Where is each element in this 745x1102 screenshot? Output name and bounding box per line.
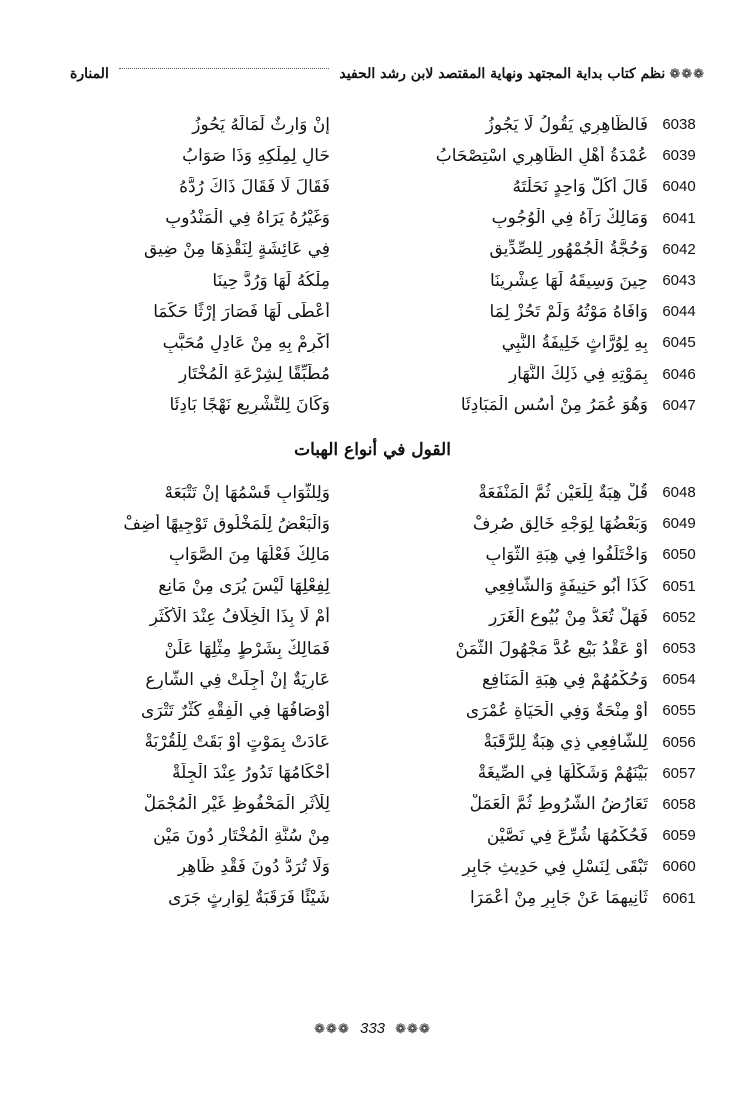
ornament-icon: ❁❁❁	[669, 66, 705, 82]
first-hemistich: وَافَاهُ مَوْتُهُ وَلَمْ تَحُزْ لِمَا	[489, 301, 648, 322]
verse-number: 6043	[662, 272, 696, 290]
second-hemistich: مِلْكُهُ لَهَا وَرُدَّ حِينَا	[212, 270, 330, 291]
second-hemistich: فَمَالِكٌ بِشَرْطٍ مِثْلِهَا عَلَنْ	[164, 638, 330, 659]
first-hemistich: وَاخْتَلَفُوا فِي هِبَةِ الثَّوَابِ	[485, 544, 648, 565]
verse-row	[70, 390, 710, 421]
verse-number: 6057	[662, 764, 696, 782]
poem-section-2	[70, 477, 710, 914]
verse-row	[70, 882, 710, 913]
first-hemistich: فَالظَّاهِرِي يَقُولُ لَا يَجُوزُ	[485, 114, 648, 135]
verse-number: 6041	[662, 209, 696, 227]
second-hemistich: مُطَبِّقًا لِشِرْعَةِ الْمُخْتَارِ	[179, 364, 330, 385]
second-hemistich: مِنْ سُنَّةِ الْمُخْتَارِ دُونَ مَيْنِ	[153, 825, 330, 846]
verse-row	[70, 633, 710, 664]
first-hemistich: وَبَعْضُهَا لِوَجْهِ خَالِقٍ صُرِفْ	[472, 513, 648, 534]
second-hemistich: وَلِلثَّوَابِ قَسْمُهَا إِنْ تَتْبَعَهْ	[164, 482, 330, 503]
verse-number: 6056	[662, 733, 696, 751]
second-hemistich: وَكَانَ لِلتَّشْرِيعِ نَهْجًا بَادِئَا	[169, 395, 330, 416]
verse-row	[70, 296, 710, 327]
verse-row	[70, 171, 710, 202]
book-title: المنارة	[70, 66, 109, 82]
verse-number: 6042	[662, 240, 696, 258]
section-heading: القول في أنواع الهبات	[294, 440, 451, 460]
second-hemistich: عَادَتْ بِمَوْتٍ أَوْ بَقَتْ لِلْقُرْبَةْ	[144, 732, 330, 753]
second-hemistich: إِنْ وَارِثٌ لَمَالَهُ يَحُوزُ	[192, 114, 330, 135]
verse-number: 6053	[662, 640, 696, 658]
header-right	[339, 66, 705, 82]
first-hemistich: بِهِ لِوُرَّاثٍ خَلِيفَةُ النَّبِي	[501, 332, 648, 353]
second-hemistich: أَعْطَى لَهَا فَصَارَ إِرْثًا حَكَمَا	[153, 301, 330, 322]
page-number: 333	[359, 1020, 386, 1037]
first-hemistich: فَهَلْ تُعَدُّ مِنْ بُيُوعِ الْغَرَرِ	[489, 607, 648, 628]
verse-row	[70, 602, 710, 633]
verse-row	[70, 851, 710, 882]
header-divider	[119, 68, 330, 69]
second-hemistich: وَالْبَعْضُ لِلْمَخْلُوقِ تَوْجِيهًا أُضِفْ	[123, 513, 330, 534]
verse-number: 6047	[662, 396, 696, 414]
second-hemistich: فِي عَائِشَةٍ لِنَقْذِهَا مِنْ ضِيقِ	[143, 239, 330, 260]
page-header	[70, 58, 705, 90]
verse-row	[70, 477, 710, 508]
verse-row	[70, 727, 710, 758]
verse-row	[70, 234, 710, 265]
second-hemistich: حَالٍ لِمِلْكِهِ وَذَا صَوَابُ	[182, 145, 330, 166]
verse-number: 6050	[662, 546, 696, 564]
first-hemistich: وَهُوَ عُمَرُ مِنْ أُسُسِ الْمَبَادِئَا	[460, 395, 648, 416]
first-hemistich: عُمْدَةُ أَهْلِ الظَّاهِرِي اسْتِصْحَابُ	[435, 145, 648, 166]
second-hemistich: وَلَا تُرَدُّ دُونَ فَقْدِ ظَاهِرِ	[177, 856, 330, 877]
verse-number: 6061	[662, 889, 696, 907]
second-hemistich: وَغَيْرُهُ يَرَاهُ فِي الْمَنْدُوبِ	[165, 208, 330, 229]
second-hemistich: عَارِيَةٌ إِنْ أُجِلَتْ فِي الشَّارِعِ	[145, 669, 330, 690]
verse-row	[70, 539, 710, 570]
first-hemistich: كَذَا أَبُو حَنِيفَةٍ وَالشَّافِعِي	[484, 576, 648, 597]
verse-number: 6058	[662, 795, 696, 813]
first-hemistich: لِلشَّافِعِي ذِي هِبَةٌ لِلرَّقَبَةْ	[483, 732, 648, 753]
first-hemistich: قُلْ هِبَةٌ لِلْعَيْنِ ثُمَّ الْمَنْفَعَةْ	[478, 482, 648, 503]
first-hemistich: ثَانِيهِمَا عَنْ جَابِرٍ مِنْ أَعْمَرَا	[470, 888, 648, 909]
first-hemistich: بَيْنَهُمْ وَشَكْلُهَا فِي الصِّيغَةْ	[477, 763, 648, 784]
running-title: نظم كتاب بداية المجتهد ونهاية المقتصد لابن رشد الحفيد	[339, 66, 666, 82]
first-hemistich: قَالَ أُكُلٌّ وَاحِدٍ نَحَلْتَهُ	[512, 176, 648, 197]
first-hemistich: وَحُجَّةُ الْجُمْهُورِ لِلصِّدِّيقِ	[489, 239, 648, 260]
verse-number: 6049	[662, 515, 696, 533]
second-hemistich: لِفِعْلِهَا لَيْسَ يُرَى مِنْ مَانِعِ	[158, 576, 330, 597]
verse-number: 6044	[662, 303, 696, 321]
first-hemistich: وَمَالِكٌ رَآهُ فِي الْوُجُوبِ	[491, 208, 648, 229]
verse-row	[70, 327, 710, 358]
verse-row	[70, 140, 710, 171]
verse-row	[70, 508, 710, 539]
verse-row	[70, 789, 710, 820]
verse-number: 6045	[662, 334, 696, 352]
verse-number: 6059	[662, 827, 696, 845]
footer-ornament-left-icon: ❁❁❁	[314, 1022, 350, 1037]
verse-number: 6052	[662, 608, 696, 626]
first-hemistich: أَوْ عَقْدُ بَيْعٍ عُدَّ مَجْهُولَ الثَّمَنْ	[455, 638, 648, 659]
verse-row	[70, 695, 710, 726]
first-hemistich: وَحُكْمُهُمْ فِي هِبَةِ الْمَنَافِعِ	[481, 669, 648, 690]
second-hemistich: أَمْ لَا بِذَا الْخِلَافُ عِنْدَ الْأَكْثَرِ	[149, 607, 330, 628]
verse-number: 6048	[662, 484, 696, 502]
second-hemistich: أَكْرِمْ بِهِ مِنْ عَادِلٍ مُحَبَّبِ	[162, 332, 330, 353]
verse-row	[70, 571, 710, 602]
verse-number: 6040	[662, 178, 696, 196]
first-hemistich: تَبْقَى لِنَسْلٍ فِي حَدِيثِ جَابِرِ	[462, 856, 648, 877]
second-hemistich: شَيْئًا فَرَقَبَةٌ لِوَارِثٍ جَرَى	[168, 888, 330, 909]
first-hemistich: تَعَارُضُ الشُّرُوطِ ثُمَّ الْعَمَلْ	[469, 794, 648, 815]
verse-row	[70, 664, 710, 695]
verse-number: 6046	[662, 365, 696, 383]
verse-number: 6038	[662, 116, 696, 134]
verse-row	[70, 109, 710, 140]
verse-row	[70, 359, 710, 390]
second-hemistich: مَالِكٌ فَعْلُهَا مِنَ الصَّوَابِ	[168, 544, 330, 565]
page-footer	[0, 1020, 745, 1037]
first-hemistich: أَوْ مِنْحَةٌ وَفِي الْحَيَاةِ عُمْرَى	[465, 700, 648, 721]
verse-number: 6060	[662, 858, 696, 876]
verse-number: 6054	[662, 671, 696, 689]
verse-row	[70, 265, 710, 296]
poem-section-1	[70, 109, 710, 421]
verse-row	[70, 758, 710, 789]
verse-number: 6039	[662, 147, 696, 165]
first-hemistich: بِمَوْتِهِ فِي ذَلِكَ النَّهَارِ	[508, 364, 648, 385]
footer-ornament-right-icon: ❁❁❁	[395, 1022, 431, 1037]
second-hemistich: أَحْكَامُهَا تَدُورُ عِنْدَ الْجِلَّةْ	[171, 763, 330, 784]
verse-number: 6055	[662, 702, 696, 720]
first-hemistich: فَحُكْمُهَا شُرِّعَ فِي نَصَّيْنِ	[486, 825, 648, 846]
second-hemistich: لِلْأَثَرِ الْمَحْفُوظِ غَيْرِ الْمُجْمَلْ	[143, 794, 330, 815]
second-hemistich: فَقَالَ لَا فَقَالَ ذَاكَ رُدَّهُ	[179, 176, 330, 197]
second-hemistich: أَوْصَافُهَا فِي الْفِقْهِ كُثْرٌ تَتْرَى	[141, 700, 330, 721]
verse-row	[70, 820, 710, 851]
verse-row	[70, 203, 710, 234]
verse-number: 6051	[662, 577, 696, 595]
first-hemistich: حِينَ وَسِيقَهُ لَهَا عِشْرِينَا	[489, 270, 648, 291]
